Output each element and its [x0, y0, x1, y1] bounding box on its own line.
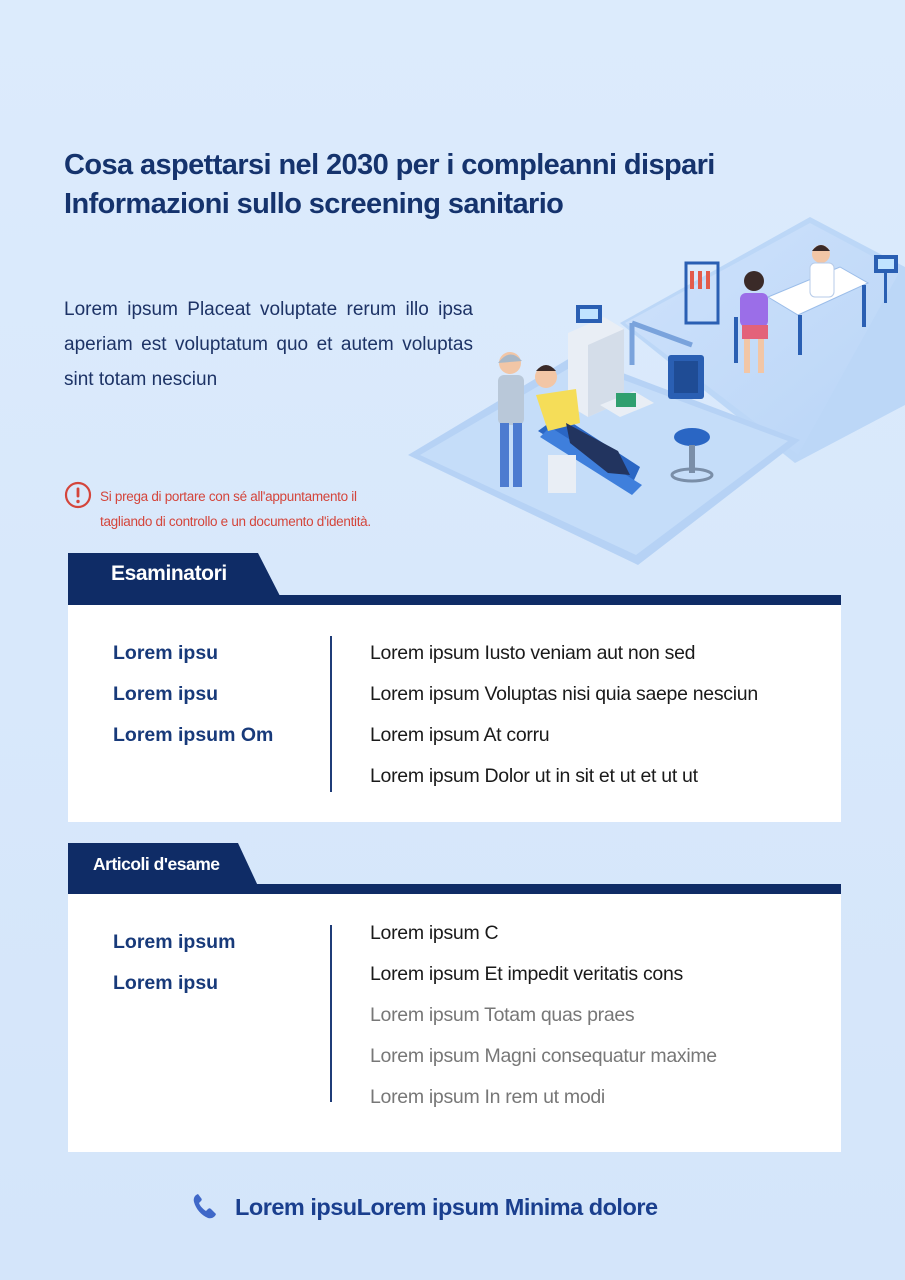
section-bar: [68, 884, 841, 894]
intro-paragraph: Lorem ipsum Placeat voluptate rerum illo ipsa aperiam est voluptatum quo et autem voluptas sint totam nesciun: [64, 299, 473, 390]
section-card-exam-items: [68, 894, 841, 1152]
examiner-detail: Lorem ipsum Iusto veniam aut non sed: [370, 642, 696, 664]
exam-item-label: Lorem ipsum: [113, 931, 236, 953]
examiner-detail: Lorem ipsum Voluptas nisi quia saepe nesciun: [370, 683, 758, 705]
phone-icon: [192, 1192, 218, 1220]
examiner-label: Lorem ipsu: [113, 642, 219, 664]
exam-item-detail: Lorem ipsum Totam quas praes: [370, 1004, 635, 1026]
examiner-detail: Lorem ipsum At corru: [370, 724, 550, 746]
exam-item-detail: Lorem ipsum Magni consequatur maxime: [370, 1045, 717, 1067]
examiner-label: Lorem ipsu: [113, 683, 219, 705]
section-card-examiners: [68, 605, 841, 822]
exam-item-detail: Lorem ipsum In rem ut modi: [370, 1086, 605, 1108]
clinic-illustration: [400, 205, 905, 575]
exam-items-left-column: [113, 927, 235, 1009]
title-line-1: Cosa aspettarsi nel 2030 per i compleanni dispari: [64, 149, 715, 181]
section-tab-examiners: [68, 553, 280, 595]
notice-line-2: tagliando di controllo e un documento d'identità.: [100, 514, 371, 529]
exam-item-detail: Lorem ipsum C: [370, 922, 499, 944]
footer-text: Lorem ipsuLorem ipsum Minima dolore: [235, 1194, 658, 1220]
exam-items-right-column: [370, 918, 717, 1123]
title-line-2: Informazioni sullo screening sanitario: [64, 188, 564, 220]
section-title-examiners: Esaminatori: [111, 562, 227, 585]
examiner-label: Lorem ipsum Om: [113, 724, 274, 746]
examiner-detail: Lorem ipsum Dolor ut in sit et ut et ut ut: [370, 765, 698, 787]
section-bar: [68, 595, 841, 605]
section-title-exam-items: Articoli d'esame: [93, 854, 220, 874]
section-exam-items: [68, 843, 841, 1153]
examiners-right-column: [370, 638, 758, 802]
notice-text: [100, 484, 440, 534]
section-examiners: [68, 553, 841, 823]
column-divider: [330, 925, 332, 1102]
exclamation-circle-icon: [64, 481, 92, 509]
notice-line-1: Si prega di portare con sé all'appuntamento il: [100, 489, 357, 504]
column-divider: [330, 636, 332, 792]
section-tab-exam-items: [68, 843, 258, 885]
exam-item-detail: Lorem ipsum Et impedit veritatis cons: [370, 963, 683, 985]
exam-item-label: Lorem ipsu: [113, 972, 219, 994]
examiners-left-column: [113, 638, 273, 761]
